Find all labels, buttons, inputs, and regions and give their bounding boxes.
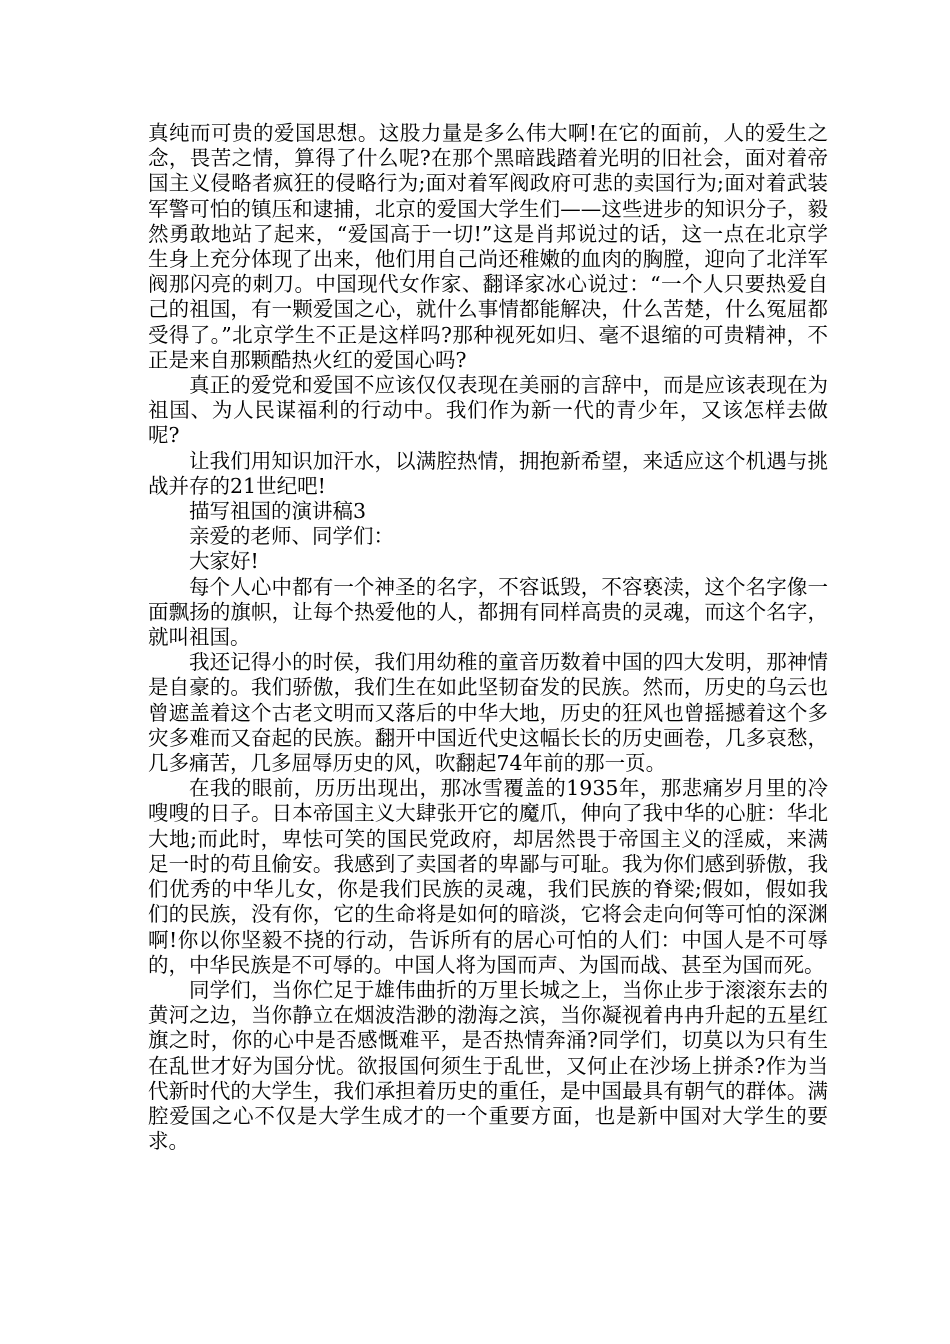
salutation: 亲爱的老师、同学们： bbox=[189, 524, 394, 549]
paragraph: 真正的爱党和爱国不应该仅仅表现在美丽的言辞中，而是应该表现在为祖国、为人民谋福利的行动中。我们作为新一代的青少年，又该怎样去做呢? bbox=[148, 373, 828, 448]
document-body bbox=[148, 121, 828, 1154]
section-heading: 描写祖国的演讲稿3 bbox=[189, 499, 367, 524]
paragraph: 同学们，当你伫足于雄伟曲折的万里长城之上，当你止步于滚滚东去的黄河之边，当你静立在烟波浩渺的渤海之滨，当你凝视着冉冉升起的五星红旗之时，你的心中是否感慨难平，是否热情奔涌?同学们，切莫以为只有生在乱世才好为国分忧。欲报国何须生于乱世，又何止在沙场上拼杀?作为当代新时代的大学生，我们承担着历史的重任，是中国最具有朝气的群体。满腔爱国之心不仅是大学生成才的一个重要方面，也是新中国对大学生的要求。 bbox=[148, 977, 828, 1154]
paragraph: 在我的眼前，历历出现出，那冰雪覆盖的1935年，那悲痛岁月里的冷嗖嗖的日子。日本帝国主义大肆张开它的魔爪，伸向了我中华的心脏：华北大地;而此时，卑怯可笑的国民党政府，却居然畏于帝国主义的淫威，来满足一时的苟且偷安。我感到了卖国者的卑鄙与可耻。我为你们感到骄傲，我们优秀的中华儿女，你是我们民族的灵魂，我们民族的脊梁;假如，假如我们的民族，没有你，它的生命将是如何的暗淡，它将会走向何等可怕的深渊啊!你以你坚毅不挠的行动，告诉所有的居心可怕的人们：中国人是不可辱的，中华民族是不可辱的。中国人将为国而声、为国而战、甚至为国而死。 bbox=[148, 776, 828, 977]
paragraph: 真纯而可贵的爱国思想。这股力量是多么伟大啊!在它的面前，人的爱生之念，畏苦之情，算得了什么呢?在那个黑暗践踏着光明的旧社会，面对着帝国主义侵略者疯狂的侵略行为;面对着军阀政府可悲的卖国行为;面对着武装军警可怕的镇压和逮捕，北京的爱国大学生们——这些进步的知识分子，毅然勇敢地站了起来，“爱国高于一切!”这是肖邦说过的话，这一点在北京学生身上充分体现了出来，他们用自己尚还稚嫩的血肉的胸膛，迎向了北洋军阀那闪亮的刺刀。中国现代女作家、翻译家冰心说过：“一个人只要热爱自己的祖国，有一颗爱国之心，就什么事情都能解决，什么苦楚，什么冤屈都受得了。”北京学生不正是这样吗?那种视死如归、毫不退缩的可贵精神，不正是来自那颗酷热火红的爱国心吗? bbox=[148, 121, 828, 372]
paragraph: 我还记得小的时侯，我们用幼稚的童音历数着中国的四大发明，那神情是自豪的。我们骄傲，我们生在如此坚韧奋发的民族。然而，历史的乌云也曾遮盖着这个古老文明而又落后的中华大地，历史的狂风也曾摇撼着这个多灾多难而又奋起的民族。翻开中国近代史这幅长长的历史画卷，几多哀愁，几多痛苦，几多屈辱历史的风，吹翻起74年前的那一页。 bbox=[148, 650, 828, 776]
greeting: 大家好! bbox=[189, 549, 259, 574]
paragraph: 每个人心中都有一个神圣的名字，不容诋毁，不容亵渎，这个名字像一面飘扬的旗帜，让每个热爱他的人，都拥有同样高贵的灵魂，而这个名字，就叫祖国。 bbox=[148, 574, 828, 650]
paragraph: 让我们用知识加汗水，以满腔热情，拥抱新希望，来适应这个机遇与挑战并存的21世纪吧! bbox=[148, 448, 828, 498]
